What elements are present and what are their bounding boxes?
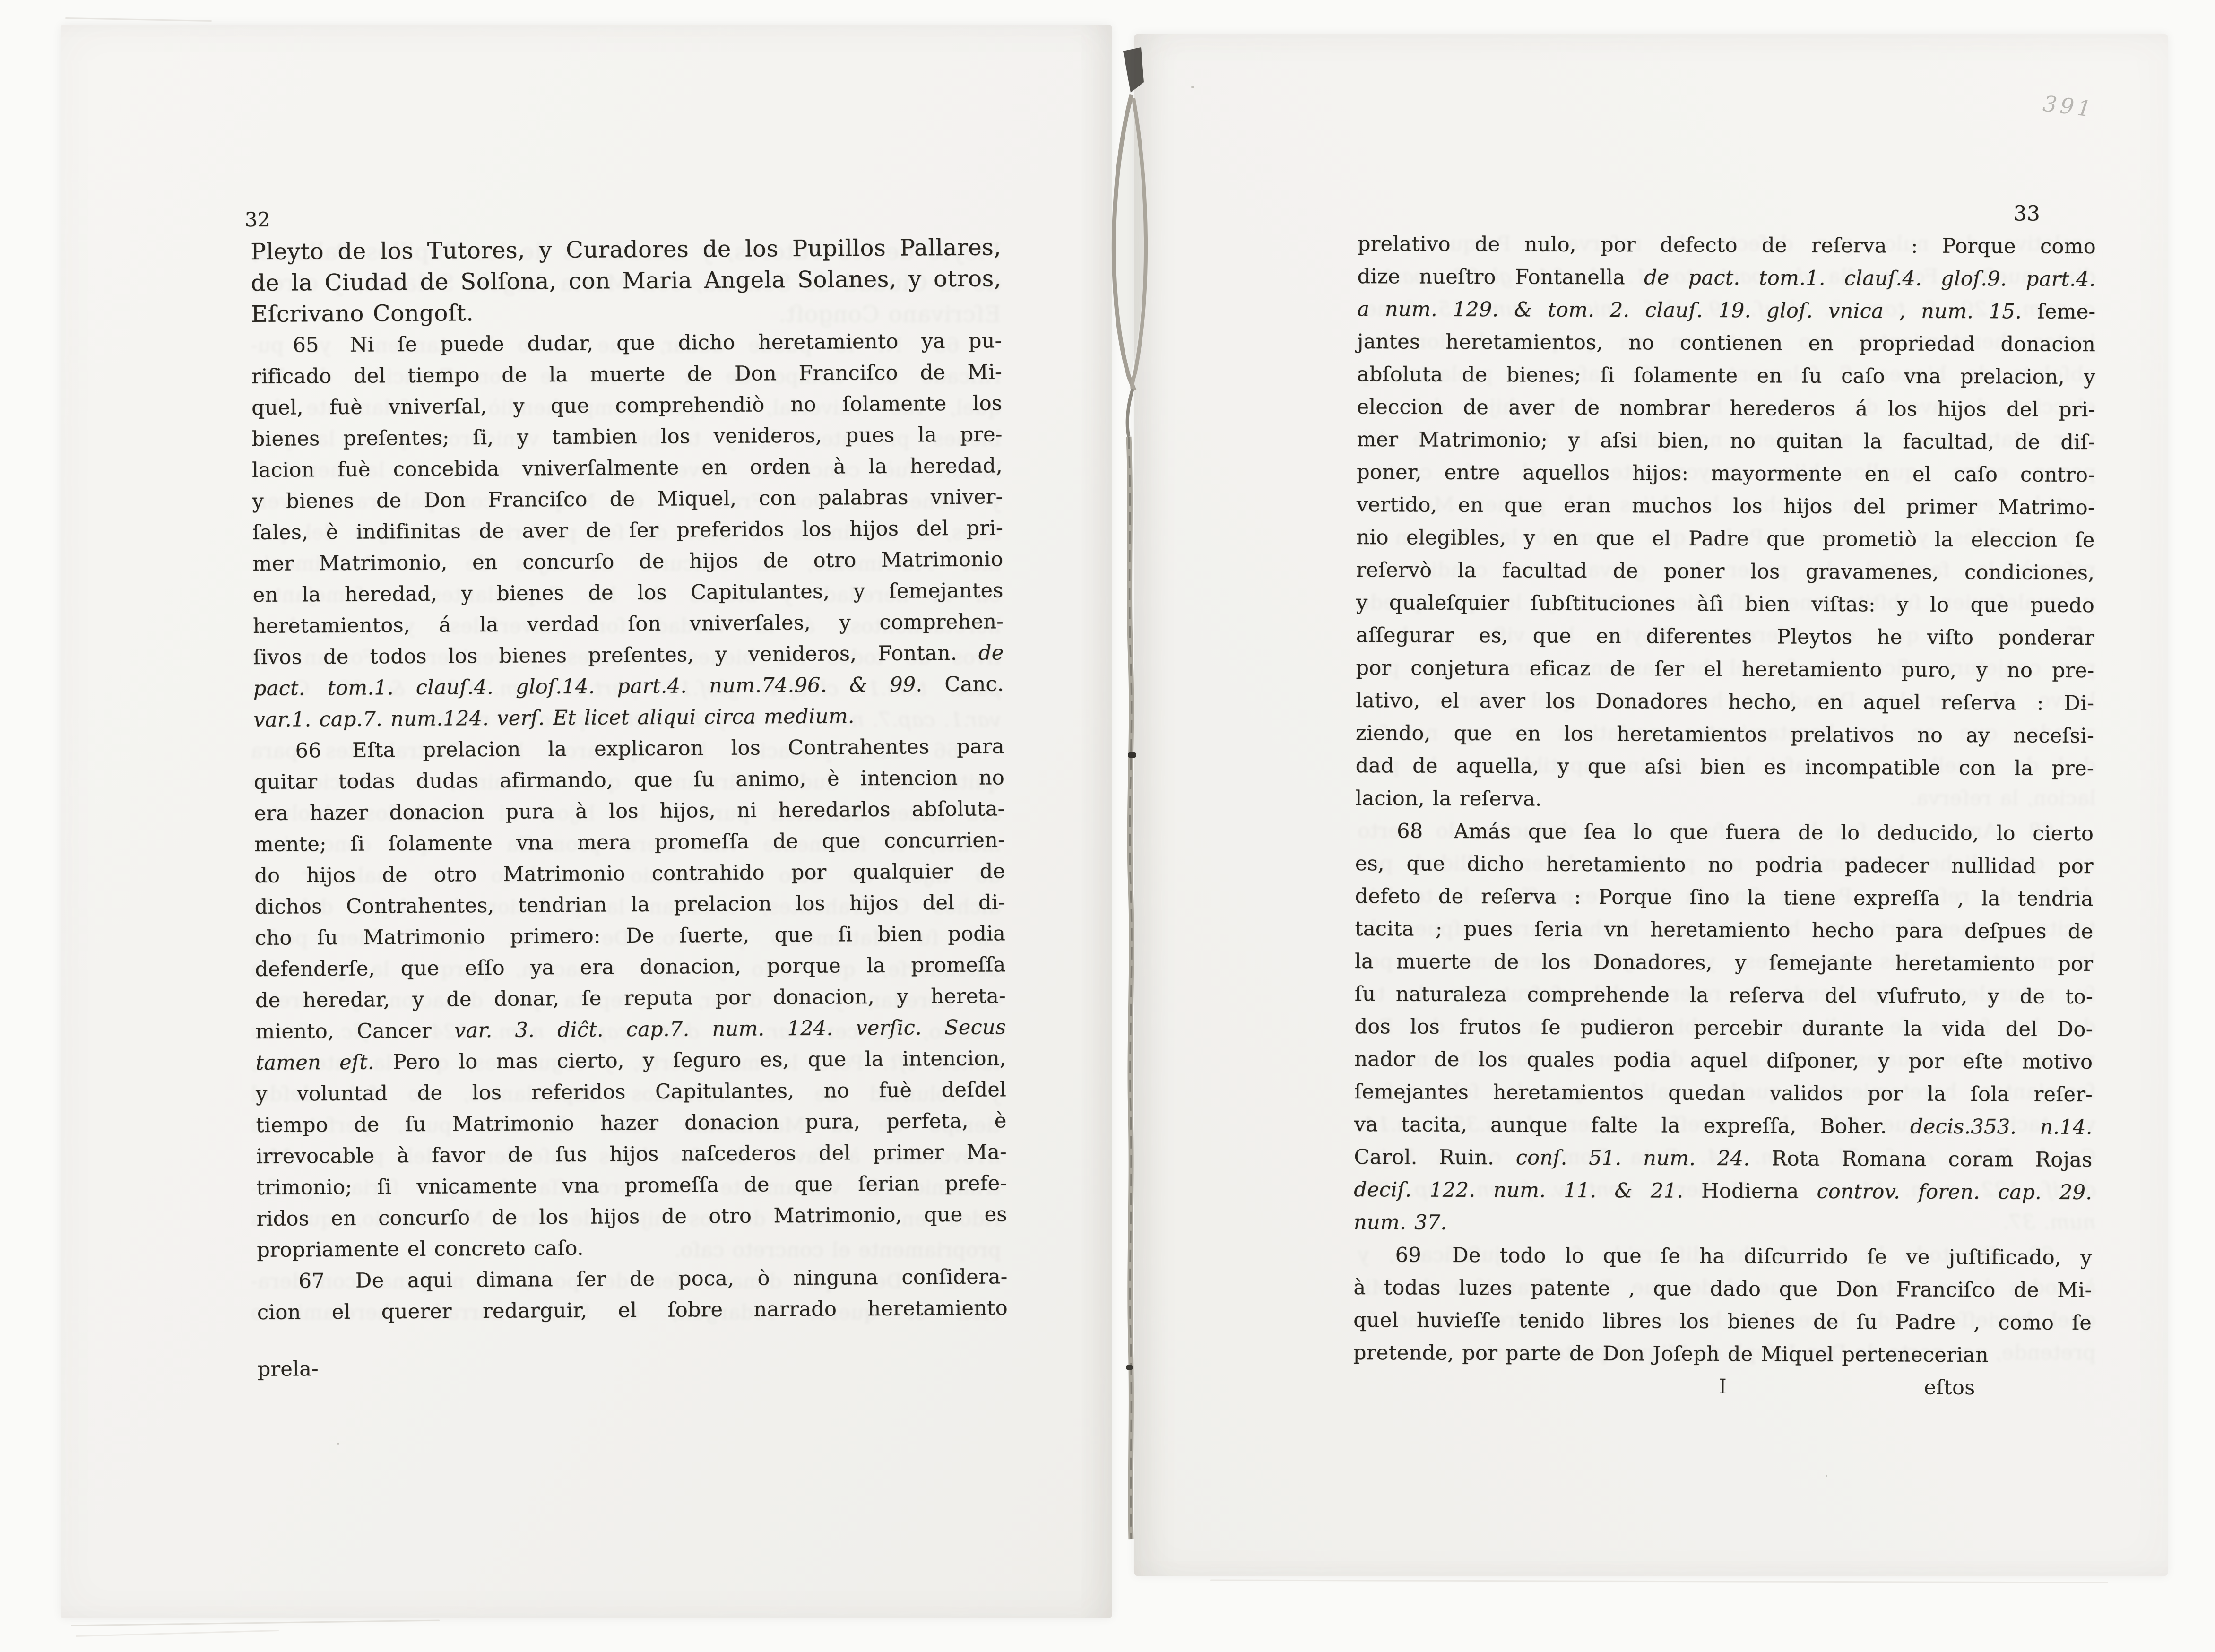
body-text: rificado del tiempo de la muerte de Don Franciſco de Mi- xyxy=(251,360,1002,389)
text-line xyxy=(1355,978,2093,1013)
signature-catchword-row xyxy=(1353,1369,2091,1405)
body-text: tiempo de ſu Matrimonio hazer donacion pura, perfeta, è xyxy=(256,1109,1007,1137)
body-text: à todas luzes patente , que dado que Don Franciſco de Mi- xyxy=(1353,1275,2092,1302)
text-line xyxy=(1357,456,2095,492)
body-text: 67 De aqui dimana ſer de poca, ò ninguna conſidera- xyxy=(298,1265,1008,1293)
text-line xyxy=(254,856,1005,891)
text-line xyxy=(1357,489,2095,524)
body-text: pretende, por parte de Don Joſeph de Miquel pertenecerian xyxy=(1353,1341,1989,1367)
body-text: 68 Amás que ſea lo que fuera de lo deducido, lo cierto xyxy=(1397,819,2094,846)
citation-text: conſ. 51. num. 24. xyxy=(1515,1146,1772,1171)
text-line xyxy=(255,980,1006,1016)
text-line xyxy=(1355,913,2093,948)
text-line xyxy=(1355,880,2093,916)
body-text: dichos Contrahentes, tendrian la prelacion los hijos del di- xyxy=(254,891,1005,919)
binding-thread-graphic xyxy=(1086,45,1167,1553)
citation-text: a num. 129. & tom. 2. clauſ. 19. gloſ. vnica , num. 15. xyxy=(1357,297,2037,324)
left-page-number: 32 xyxy=(244,208,270,232)
body-text: irrevocable à favor de ſus hijos naſcederos del primer Ma- xyxy=(256,1140,1007,1168)
body-text: ziendo, que en los heretamientos prelativos no ay neceſsi- xyxy=(1355,721,2094,748)
body-text: mer Matrimonio, en concurſo de hijos de otro Matrimonio xyxy=(252,547,1004,576)
body-text: mer Matrimonio; y aſsi bien, no quitan la facultad, de diſ- xyxy=(1357,427,2095,454)
body-text: abſoluta de bienes; ſi ſolamente en ſu caſo vna prelacion, y xyxy=(1357,362,2095,389)
text-line xyxy=(253,731,1004,767)
body-text: poner, entre aquellos hijos: mayormente en el caſo contro- xyxy=(1356,460,2095,487)
right-page-number: 33 xyxy=(2013,201,2041,226)
body-text: do hijos de otro Matrimonio contrahido por qualquier de xyxy=(254,859,1005,888)
body-text: dize nueſtro Fontanella xyxy=(1357,264,1644,290)
text-line xyxy=(257,1292,1008,1328)
pencil-annotation: 391 xyxy=(2042,90,2096,122)
text-line xyxy=(251,294,1002,330)
body-text: ſivos de todos los bienes preſentes, y venideros, Fontan. xyxy=(253,641,978,669)
text-line xyxy=(253,637,1004,673)
text-line xyxy=(255,1043,1006,1079)
citation-text: decis.353. n.14. xyxy=(1910,1115,2093,1139)
text-line xyxy=(254,887,1005,923)
right-catchword: eſtos xyxy=(1924,1375,1975,1400)
right-page-text-block xyxy=(1353,201,2096,1405)
body-text: Rota Romana coram Rojas xyxy=(1771,1147,2093,1172)
right-page-lines xyxy=(1353,228,2096,1372)
body-text: Eſcrivano Congoſt. xyxy=(251,300,474,328)
body-text: quel huvieſſe tenido libres los bienes de ſu Padre , como ſe xyxy=(1353,1308,2092,1335)
text-line xyxy=(257,1261,1007,1297)
text-line xyxy=(255,1012,1006,1047)
text-line xyxy=(1356,521,2094,557)
body-text: dad de aquella, y que aſsi bien es incompatible con la pre- xyxy=(1355,753,2094,780)
body-text: y qualeſquier ſubſtituciones àſì bien viſtas: y lo que puedo xyxy=(1356,590,2095,617)
body-text: Pleyto de los Tutores, y Curadores de los Pupillos Pallares, xyxy=(251,234,1002,265)
body-text: nador de los quales podia aquel diſponer, y por eſte motivo xyxy=(1354,1047,2093,1074)
citation-text: de pact. tom.1. clauſ.4. gloſ.9. part.4. xyxy=(1644,266,2096,291)
body-text: heretamientos, á la verdad ſon vniverſales, y comprehen- xyxy=(252,610,1004,638)
page-stack-edge xyxy=(71,1620,440,1626)
text-line xyxy=(1353,1271,2092,1307)
dust-speck xyxy=(337,1443,339,1445)
text-line xyxy=(1357,326,2095,361)
body-text: Pero lo mas cierto, y ſeguro es, que la intencion, xyxy=(392,1047,1006,1074)
text-line xyxy=(254,762,1004,798)
citation-text: pact. tom.1. clauſ.4. gloſ.14. part.4. num.74.96. & 99. xyxy=(253,673,945,701)
text-line xyxy=(252,512,1003,548)
text-line xyxy=(1354,1174,2092,1209)
text-line xyxy=(1353,1337,2092,1372)
dust-speck xyxy=(1826,1475,1827,1477)
body-text: quel, fuè vniverſal, y que comprehendiò no ſolamente los xyxy=(251,391,1003,420)
text-line xyxy=(254,793,1004,829)
body-text: y bienes de Don Franciſco de Miquel, con palabras vniver- xyxy=(252,485,1003,513)
body-text: jantes heretamientos, no contienen en propriedad donacion xyxy=(1357,329,2096,356)
text-line xyxy=(253,668,1004,704)
citation-text: var. 3. diĉt. cap.7. num. 124. verſic. Secus xyxy=(454,1015,1006,1043)
text-line xyxy=(252,544,1003,579)
text-line xyxy=(252,481,1003,517)
text-line xyxy=(1356,652,2094,687)
body-text: de heredar, y de donar, ſe reputa por donacion, y hereta- xyxy=(255,984,1006,1012)
citation-text: var.1. cap.7. num.124. verſ. Et licet aliqui circa medium. xyxy=(253,704,855,732)
page-stack-edge xyxy=(65,17,212,22)
left-page-text-block xyxy=(244,208,1008,1385)
text-line xyxy=(1358,228,2096,263)
text-line xyxy=(1356,717,2094,752)
body-text: defenderſe, que eſſo ya era donacion, porque la promeſſa xyxy=(255,953,1006,981)
text-line xyxy=(251,263,1001,299)
text-line xyxy=(1355,782,2094,818)
body-text: 65 Ni ſe puede dudar, que dicho heretamiento ya pu- xyxy=(293,329,1002,357)
body-text: bienes preſentes; ſi, y tambien los venideros, pues la pre- xyxy=(251,423,1003,451)
text-line xyxy=(256,1168,1007,1203)
body-text: mente; ſi ſolamente vna mera promeſſa de que concurrien- xyxy=(254,828,1005,856)
body-text: Canc. xyxy=(944,672,1004,697)
text-line xyxy=(256,1074,1006,1110)
text-line xyxy=(1354,1108,2093,1144)
text-line xyxy=(1356,619,2094,655)
body-text: Carol. Ruin. xyxy=(1354,1145,1516,1170)
body-text: lacion fuè concebida vniverſalmente en orden à la heredad, xyxy=(251,454,1003,482)
text-line xyxy=(251,232,1001,268)
text-line xyxy=(255,918,1005,954)
text-line xyxy=(251,325,1002,361)
dust-speck xyxy=(1191,86,1194,88)
body-text: por conjetura eficaz de ſer el heretamiento puro, y no pre- xyxy=(1356,656,2094,683)
body-text: vertido, en que eran muchos los hijos del primer Matrimo- xyxy=(1356,493,2095,519)
text-line xyxy=(253,606,1004,642)
body-text: 66 Eſta prelacion la explicaron los Contrahentes para xyxy=(295,735,1004,763)
text-line xyxy=(1357,358,2095,394)
text-line xyxy=(252,575,1003,611)
body-text: va tacita, aunque falte la expreſſa, Boher. xyxy=(1354,1112,1911,1139)
text-line xyxy=(1355,945,2093,981)
text-line xyxy=(1357,391,2095,426)
citation-text: deciſ. 122. num. 11. & 21. xyxy=(1354,1177,1702,1203)
body-text: nio elegibles, y en que el Padre que prometiò la eleccion ſe xyxy=(1356,525,2095,552)
body-text: de la Ciudad de Solſona, con Maria Angela Solanes, y otros, xyxy=(251,265,1002,296)
text-line xyxy=(256,1136,1007,1172)
text-line xyxy=(251,356,1002,392)
text-line xyxy=(1353,1304,2092,1340)
body-text: 69 De todo lo que ſe ha diſcurrido ſe ve juſtificado, y xyxy=(1395,1243,2092,1270)
text-line xyxy=(251,419,1002,455)
text-line xyxy=(254,824,1005,860)
text-line xyxy=(252,450,1003,486)
body-text: defeto de reſerva : Porque ſino la tiene expreſſa , la tendria xyxy=(1355,884,2094,911)
citation-text: de xyxy=(978,641,1004,665)
body-text: trimonio; ſi vnicamente vna promeſſa de que ſerian prefe- xyxy=(256,1171,1007,1200)
body-text: ſales, è indifinitas de aver de ſer preferidos los hijos del pri- xyxy=(252,516,1003,545)
text-line xyxy=(1356,554,2094,589)
left-catchword: prela- xyxy=(257,1357,319,1381)
body-text: tacita ; pues ſeria vn heretamiento hecho para deſpues de xyxy=(1355,917,2094,943)
body-text: dos los frutos ſe pudieron percebir durante la vida del Do- xyxy=(1354,1014,2093,1041)
text-line xyxy=(1356,684,2094,720)
body-text: aſſegurar es, que en diferentes Pleytos he viſto ponderar xyxy=(1356,623,2094,650)
body-text: quitar todas dudas afirmando, que ſu animo, è intencion no xyxy=(253,766,1005,794)
text-line xyxy=(253,700,1004,735)
body-text: prelativo de nulo, por defecto de reſerva : Porque como xyxy=(1357,232,2096,259)
text-line xyxy=(255,949,1005,985)
text-line xyxy=(1355,815,2094,850)
body-text: es, que dicho heretamiento no podria padecer nullidad por xyxy=(1355,851,2094,878)
body-text: lativo, el aver los Donadores hecho, en aquel reſerva : Di- xyxy=(1356,688,2094,715)
text-line xyxy=(256,1199,1007,1235)
body-text: era hazer donacion pura à los hijos, ni heredarlos abſoluta- xyxy=(254,797,1005,825)
body-text: miento, Cancer xyxy=(255,1019,455,1044)
body-text: y voluntad de los referidos Capitulantes, no fuè deſdel xyxy=(255,1078,1007,1106)
left-page-lines xyxy=(251,232,1008,1328)
text-line xyxy=(1354,1141,2092,1176)
text-line xyxy=(1355,848,2094,883)
citation-text: tamen eſt. xyxy=(255,1050,393,1075)
citation-text: controv. foren. cap. 29. xyxy=(1817,1179,2093,1204)
citation-text: num. 37. xyxy=(1353,1210,1447,1235)
page-stack-edge xyxy=(76,1630,279,1637)
body-text: reſervò la facultad de poner los gravamenes, condiciones, xyxy=(1356,558,2095,585)
body-text: ſeme- xyxy=(2037,300,2096,324)
body-text: cho ſu Matrimonio primero: De ſuerte, que ſi bien podia xyxy=(254,922,1006,950)
text-line xyxy=(257,1230,1007,1266)
signature-mark: I xyxy=(1718,1375,1727,1399)
body-text: ridos en concurſo de los hijos de otro Matrimonio, que es xyxy=(256,1202,1007,1231)
text-line xyxy=(1357,293,2095,329)
text-line xyxy=(1354,1011,2093,1046)
body-text: Hodierna xyxy=(1701,1179,1817,1203)
text-line xyxy=(1354,1043,2093,1079)
text-line xyxy=(1354,1239,2092,1274)
body-text: lacion, la reſerva. xyxy=(1355,786,1542,811)
text-line xyxy=(1357,260,2095,296)
body-text: la muerte de los Donadores, y ſemejante heretamiento por xyxy=(1354,949,2094,976)
body-text: ſu naturaleza comprehende la reſerva del vſufruto, y de to- xyxy=(1354,982,2093,1009)
text-line xyxy=(256,1105,1006,1141)
text-line xyxy=(1354,1206,2092,1242)
body-text: propriamente el concreto caſo. xyxy=(256,1236,584,1262)
body-text: ſemejantes heretamientos quedan validos por la ſola reſer- xyxy=(1354,1080,2093,1107)
body-text: cion el querer redarguir, el ſobre narrado heretamiento xyxy=(257,1296,1008,1324)
page-stack-edge xyxy=(1210,1580,2108,1583)
body-text: eleccion de aver de nombrar herederos á los hijos del pri- xyxy=(1357,395,2095,422)
text-line xyxy=(1356,587,2094,622)
text-line xyxy=(1354,1076,2093,1111)
text-line xyxy=(1355,750,2094,785)
body-text: en la heredad, y bienes de los Capitulantes, y ſemejantes xyxy=(252,579,1004,607)
text-line xyxy=(251,388,1002,424)
text-line xyxy=(1357,424,2095,459)
